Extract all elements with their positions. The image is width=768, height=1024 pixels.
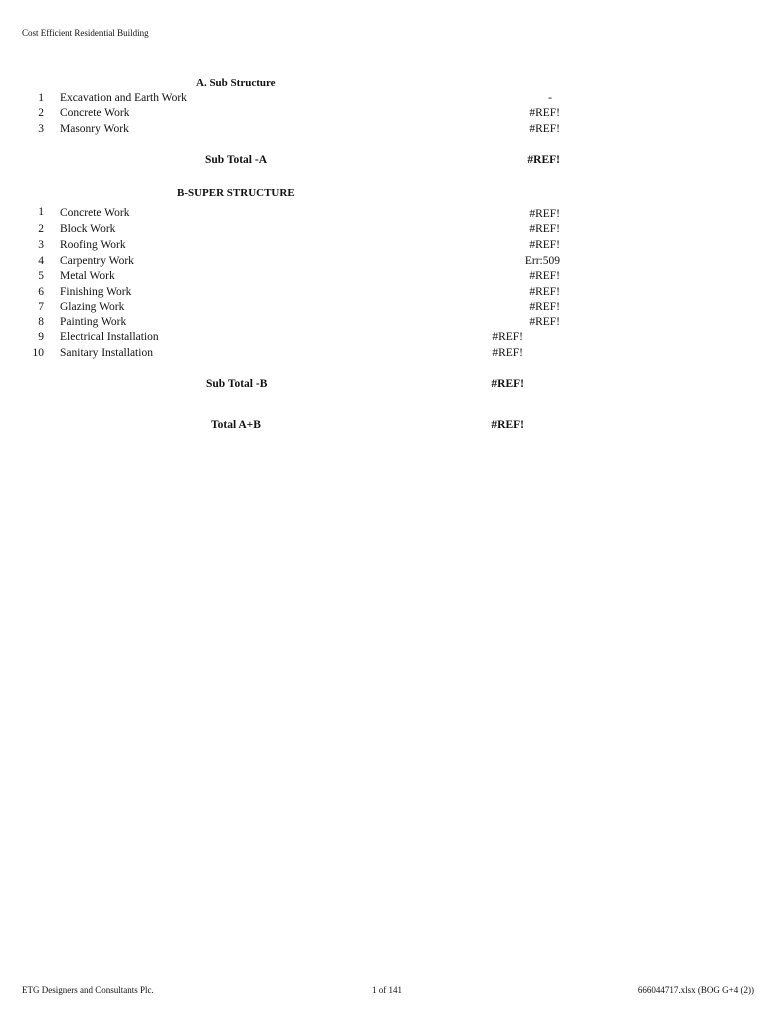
item-value: #REF! [492, 347, 523, 359]
item-number: 1 [38, 206, 44, 218]
item-number: 2 [38, 107, 44, 119]
footer-page-number: 1 of 141 [372, 985, 402, 995]
item-description: Concrete Work [60, 107, 130, 119]
item-value: - [548, 92, 552, 104]
subtotal-a-value: #REF! [527, 154, 560, 166]
item-description: Block Work [60, 223, 116, 235]
item-value: Err:509 [524, 255, 560, 267]
item-number: 9 [38, 331, 44, 343]
item-description: Carpentry Work [60, 255, 134, 267]
grand-total-value: #REF! [491, 419, 524, 431]
item-number: 1 [38, 92, 44, 104]
item-number: 3 [38, 239, 44, 251]
item-number: 8 [38, 316, 44, 328]
item-value: #REF! [529, 223, 560, 235]
item-value: #REF! [529, 316, 560, 328]
subtotal-b-value: #REF! [491, 378, 524, 390]
item-number: 6 [38, 286, 44, 298]
subtotal-a-label: Sub Total -A [205, 154, 268, 166]
item-description: Masonry Work [60, 123, 129, 135]
item-value: #REF! [529, 286, 560, 298]
item-value: #REF! [492, 331, 523, 343]
item-number: 4 [38, 255, 44, 267]
item-description: Excavation and Earth Work [60, 92, 187, 104]
item-value: #REF! [529, 301, 560, 313]
section-b-heading: B-SUPER STRUCTURE [177, 187, 295, 199]
subtotal-b-label: Sub Total -B [206, 378, 268, 390]
item-description: Painting Work [60, 316, 127, 328]
item-number: 3 [38, 123, 44, 135]
item-value: #REF! [529, 123, 560, 135]
item-description: Sanitary Installation [60, 347, 153, 359]
item-description: Finishing Work [60, 286, 132, 298]
item-number: 2 [38, 223, 44, 235]
item-number: 5 [38, 270, 44, 282]
item-description: Electrical Installation [60, 331, 159, 343]
item-number: 10 [32, 347, 44, 359]
section-a-heading: A. Sub Structure [196, 77, 276, 89]
footer-company: ETG Designers and Consultants Plc. [22, 985, 154, 995]
item-value: #REF! [529, 239, 560, 251]
item-description: Roofing Work [60, 239, 126, 251]
item-value: #REF! [529, 270, 560, 282]
item-value: #REF! [529, 208, 560, 220]
document-header-title: Cost Efficient Residential Building [22, 28, 149, 38]
item-description: Metal Work [60, 270, 115, 282]
item-number: 7 [38, 301, 44, 313]
item-description: Concrete Work [60, 207, 130, 219]
footer-file-name: 666044717.xlsx (BOG G+4 (2)) [637, 985, 754, 995]
item-description: Glazing Work [60, 301, 125, 313]
grand-total-label: Total A+B [211, 419, 261, 431]
item-value: #REF! [529, 107, 560, 119]
